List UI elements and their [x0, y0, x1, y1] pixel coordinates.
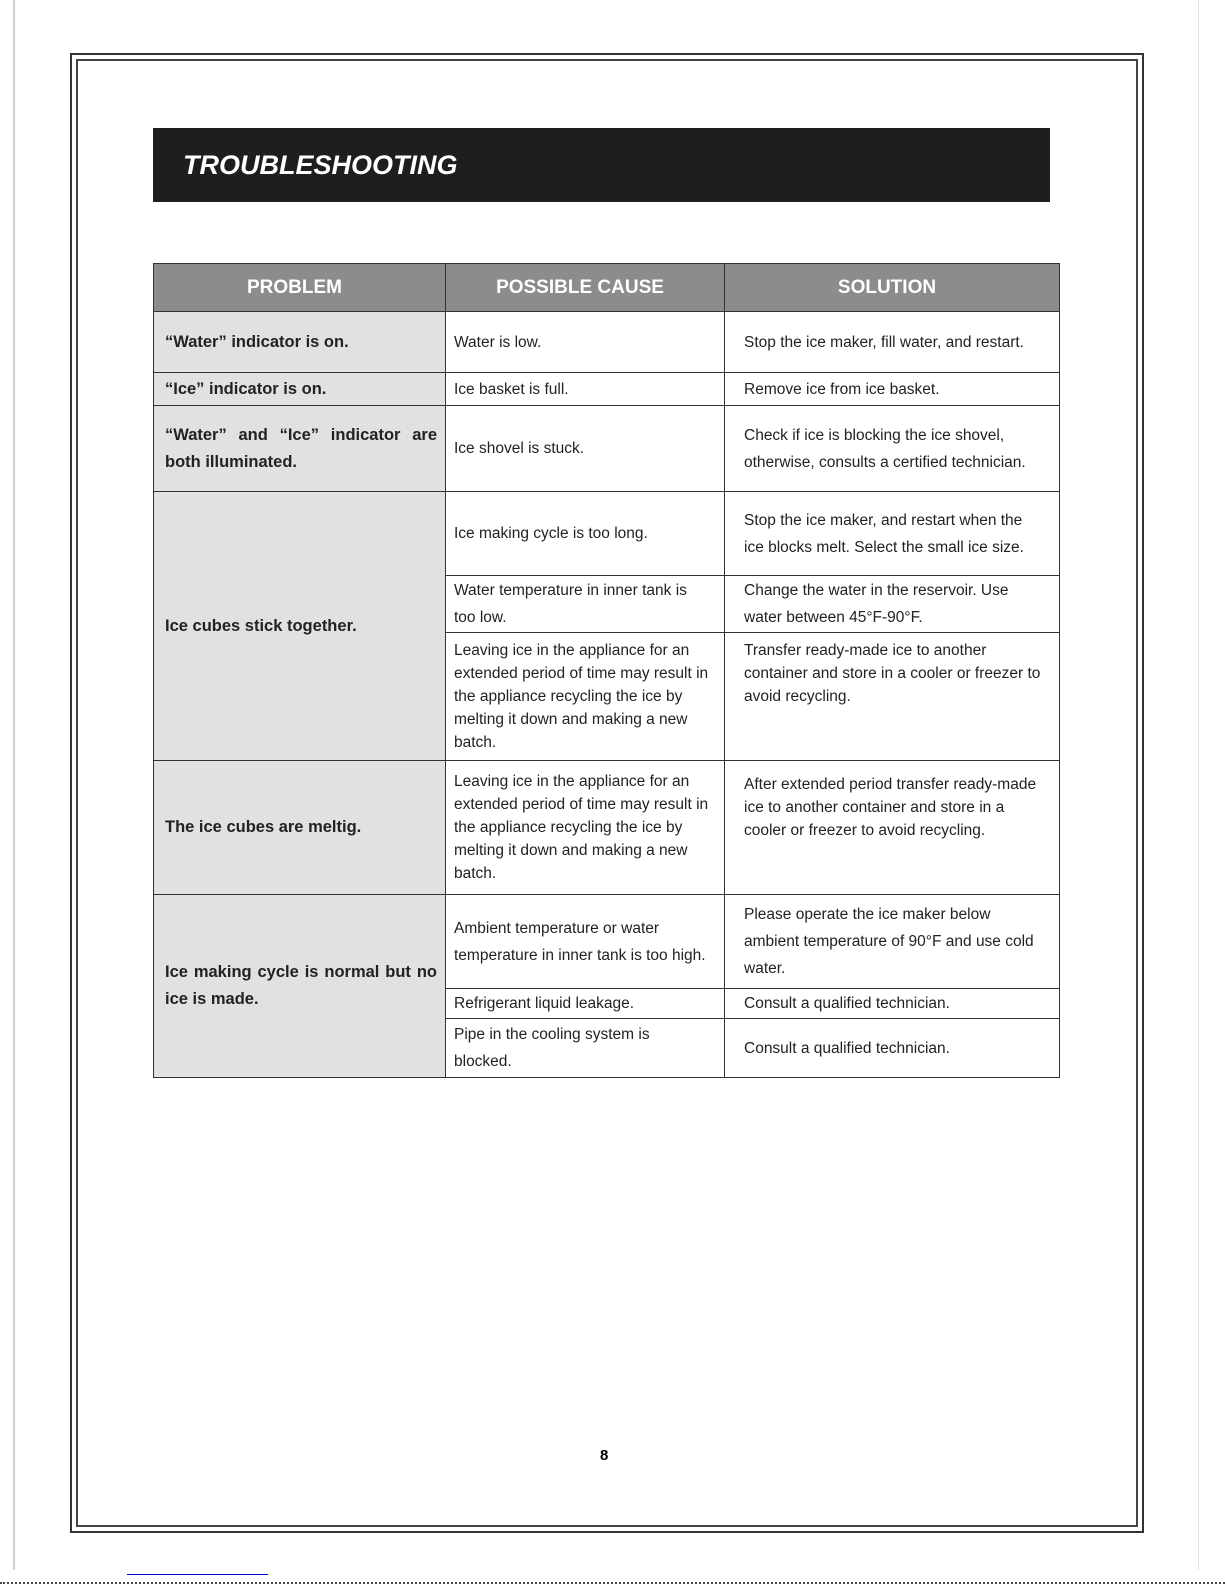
solution-cell: Transfer ready-made ice to another container and store in a cooler or freezer to avoid recycling.: [725, 633, 1060, 761]
table-header: [154, 264, 1060, 312]
solution-cell: After extended period transfer ready-made ice to another container and store in a cooler or freezer to avoid recycling.: [725, 761, 1060, 895]
table-row: [154, 406, 1060, 492]
cause-cell: Ambient temperature or water temperature in inner tank is too high.: [446, 895, 725, 989]
solution-cell: Remove ice from ice basket.: [725, 373, 1060, 406]
page-number: 8: [600, 1447, 609, 1464]
solution-cell: Please operate the ice maker below ambient temperature of 90°F and use cold water.: [725, 895, 1060, 989]
link-underline: [127, 1574, 268, 1575]
cause-cell: Leaving ice in the appliance for an extended period of time may result in the appliance recycling the ice by melting it down and making a new batch.: [446, 633, 725, 761]
table-row: [154, 895, 1060, 989]
cause-cell: Water is low.: [446, 312, 725, 373]
header-cause: POSSIBLE CAUSE: [446, 264, 725, 312]
cause-cell: Water temperature in inner tank is too low.: [446, 576, 725, 633]
problem-cell: Ice cubes stick together.: [154, 492, 446, 761]
title-banner: [153, 128, 1050, 202]
problem-cell: Ice making cycle is normal but no ice is made.: [154, 895, 446, 1078]
page-edge: [13, 0, 15, 1570]
cause-cell: Leaving ice in the appliance for an extended period of time may result in the appliance recycling the ice by melting it down and making a new batch.: [446, 761, 725, 895]
table-row: [154, 492, 1060, 576]
table-row: [154, 373, 1060, 406]
troubleshooting-table: [153, 263, 1060, 1078]
cause-cell: Ice shovel is stuck.: [446, 406, 725, 492]
solution-cell: Consult a qualified technician.: [725, 1019, 1060, 1078]
page-edge-right: [1198, 0, 1199, 1570]
problem-cell: “Ice” indicator is on.: [154, 373, 446, 406]
page-title: TROUBLESHOOTING: [183, 150, 458, 180]
problem-cell: “Water” and “Ice” indicator are both illuminated.: [154, 406, 446, 492]
solution-cell: Check if ice is blocking the ice shovel, otherwise, consults a certified technician.: [725, 406, 1060, 492]
table-row: [154, 312, 1060, 373]
cause-cell: Refrigerant liquid leakage.: [446, 989, 725, 1019]
header-solution: SOLUTION: [725, 264, 1060, 312]
cause-cell: Ice basket is full.: [446, 373, 725, 406]
solution-cell: Stop the ice maker, fill water, and restart.: [725, 312, 1060, 373]
problem-cell: The ice cubes are meltig.: [154, 761, 446, 895]
cause-cell: Ice making cycle is too long.: [446, 492, 725, 576]
header-problem: PROBLEM: [154, 264, 446, 312]
table-row: [154, 761, 1060, 895]
cause-cell: Pipe in the cooling system is blocked.: [446, 1019, 725, 1078]
solution-cell: Stop the ice maker, and restart when the ice blocks melt. Select the small ice size.: [725, 492, 1060, 576]
solution-cell: Consult a qualified technician.: [725, 989, 1060, 1019]
solution-cell: Change the water in the reservoir. Use water between 45°F-90°F.: [725, 576, 1060, 633]
problem-cell: “Water” indicator is on.: [154, 312, 446, 373]
